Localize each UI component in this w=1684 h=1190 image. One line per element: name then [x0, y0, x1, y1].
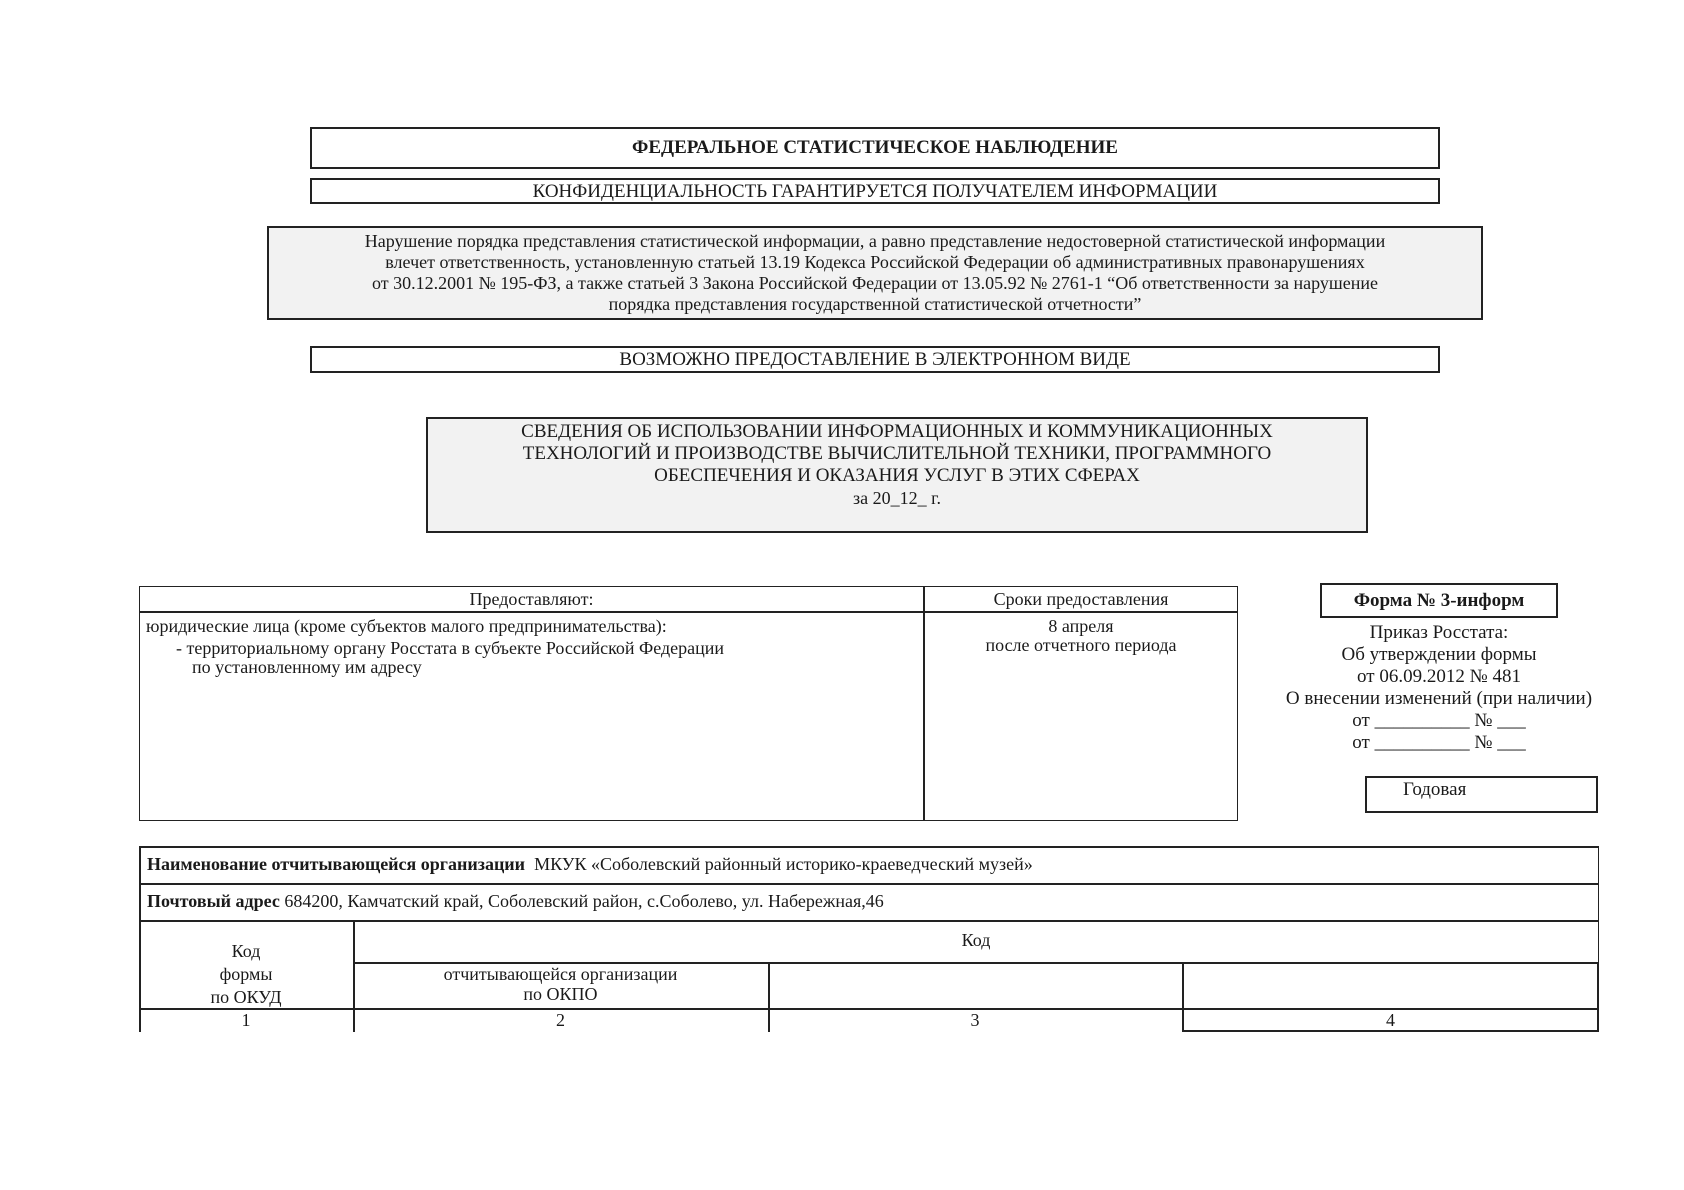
order-line: Приказ Росстата: — [1369, 622, 1509, 643]
form-number-box — [1320, 583, 1558, 618]
federal-observation-banner — [310, 127, 1440, 169]
org-name-label: Наименование отчитывающейся организации — [147, 854, 526, 874]
report-period: за 20_12_ г. — [853, 488, 941, 508]
org-name-row — [147, 854, 1587, 875]
org-name-value: МКУК «Соболевский районный историко-краеведческий музей» — [534, 854, 1033, 874]
amendment-line: от __________ № ___ — [1352, 710, 1526, 731]
okpo-header-line: по ОКПО — [523, 984, 598, 1004]
okud-header-line: Код — [231, 941, 261, 961]
liability-line: влечет ответственность, установленную статьей 13.19 Кодекса Российской Федерации об административных правонарушениях — [385, 252, 1365, 272]
periodicity-box — [1365, 776, 1598, 813]
postal-address-label: Почтовый адрес — [147, 891, 280, 911]
order-line: О внесении изменений (при наличии) — [1285, 688, 1593, 709]
okud-header-line: по ОКУД — [210, 987, 282, 1007]
column-number-1: 1 — [241, 1010, 251, 1030]
postal-address-row — [147, 891, 1587, 912]
submitters-line: - территориальному органу Росстата в субъекте Российской Федерации — [176, 638, 725, 658]
okpo-header-line: отчитывающейся организации — [443, 964, 678, 984]
form-number: Форма № 3-информ — [1353, 590, 1525, 611]
column-number-4: 4 — [1386, 1010, 1395, 1030]
column-header-deadline — [925, 589, 1237, 610]
electronic-submission-text: ВОЗМОЖНО ПРЕДОСТАВЛЕНИЕ В ЭЛЕКТРОННОМ ВИДЕ — [619, 349, 1131, 370]
order-line: Об утверждении формы — [1341, 644, 1537, 665]
submitters-line: юридические лица (кроме субъектов малого предпринимательства): — [146, 616, 667, 636]
submission-table — [139, 586, 1238, 821]
liability-line: от 30.12.2001 № 195-ФЗ, а также статьей 3 Закона Российской Федерации от 13.05.92 № 2761-1 “Об ответственности за нарушение — [371, 273, 1379, 293]
deadline-note: после отчетного периода — [985, 635, 1177, 655]
submitters-cell — [146, 617, 916, 677]
amendment-line: от __________ № ___ — [1352, 732, 1526, 753]
confidentiality-banner — [310, 178, 1440, 204]
deadline-date: 8 апреля — [1048, 616, 1114, 636]
electronic-submission-banner — [310, 346, 1440, 373]
report-title-line: ОБЕСПЕЧЕНИЯ И ОКАЗАНИЯ УСЛУГ В ЭТИХ СФЕРАХ — [654, 465, 1140, 486]
liability-line: порядка представления государственной статистической отчетности” — [608, 294, 1142, 314]
federal-observation-title: ФЕДЕРАЛЬНОЕ СТАТИСТИЧЕСКОЕ НАБЛЮДЕНИЕ — [632, 137, 1118, 158]
column-header-who — [140, 589, 923, 610]
report-title-box — [426, 417, 1368, 533]
deadline-header-text: Сроки предоставления — [993, 589, 1169, 609]
confidentiality-text: КОНФИДЕНЦИАЛЬНОСТЬ ГАРАНТИРУЕТСЯ ПОЛУЧАТЕЛЕМ ИНФОРМАЦИИ — [532, 181, 1218, 202]
organization-table — [139, 846, 1599, 1032]
order-info — [1254, 622, 1624, 754]
deadline-cell — [925, 617, 1237, 655]
okpo-code-header — [353, 964, 768, 1004]
okud-code-header — [139, 940, 353, 1009]
column-number-2: 2 — [556, 1010, 565, 1030]
order-line: от 06.09.2012 № 481 — [1357, 666, 1521, 687]
liability-notice — [267, 226, 1483, 320]
postal-address-value: 684200, Камчатский край, Соболевский район, с.Соболево, ул. Набережная,46 — [284, 891, 884, 911]
code-header-text: Код — [961, 930, 991, 950]
report-title-line: СВЕДЕНИЯ ОБ ИСПОЛЬЗОВАНИИ ИНФОРМАЦИОННЫХ И КОММУНИКАЦИОННЫХ — [521, 421, 1273, 442]
who-header-text: Предоставляют: — [469, 589, 594, 609]
periodicity-text: Годовая — [1403, 779, 1467, 800]
column-number-3: 3 — [970, 1010, 980, 1030]
submitters-line: по установленному им адресу — [192, 657, 422, 677]
liability-line: Нарушение порядка представления статистической информации, а равно представление недостоверной статистической информации — [364, 231, 1386, 251]
okud-header-line: формы — [219, 964, 273, 984]
report-title-line: ТЕХНОЛОГИЙ И ПРОИЗВОДСТВЕ ВЫЧИСЛИТЕЛЬНОЙ ТЕХНИКИ, ПРОГРАММНОГО — [522, 443, 1272, 464]
code-group-header — [353, 930, 1599, 951]
